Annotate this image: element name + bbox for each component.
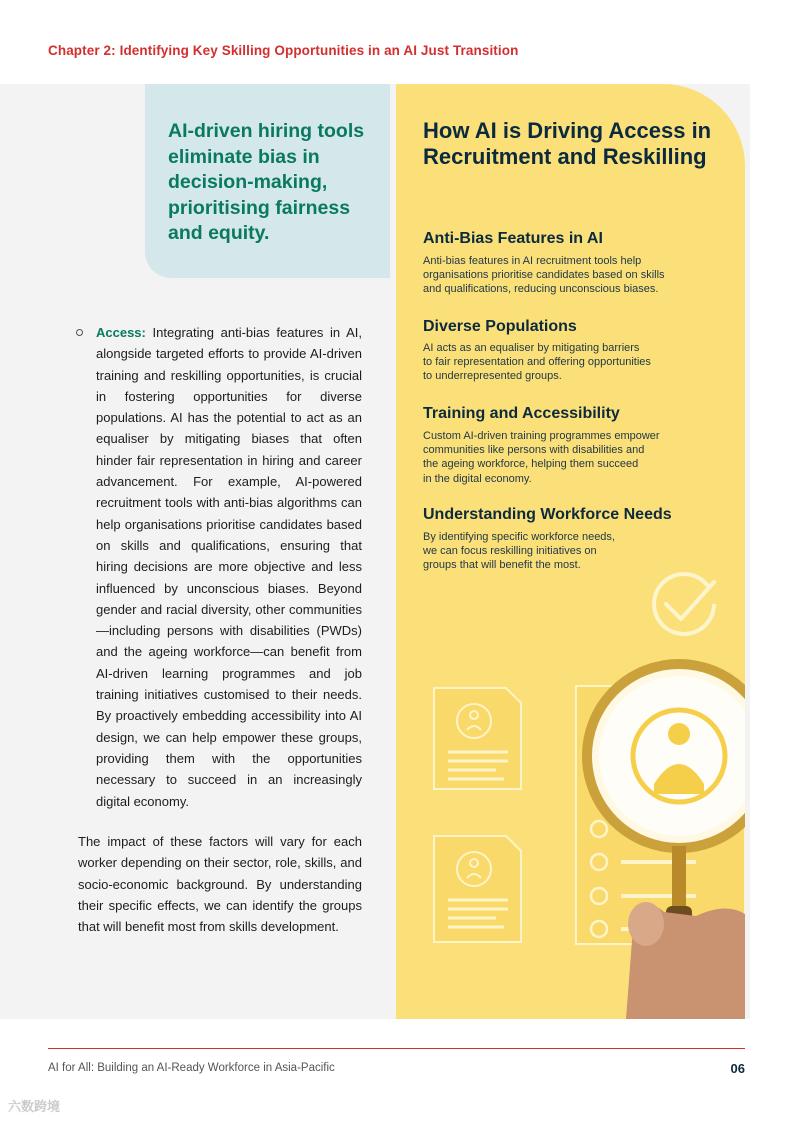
footer-title: AI for All: Building an AI-Ready Workforce in Asia-Pacific: [48, 1062, 335, 1074]
info-panel: [396, 84, 745, 1019]
recruitment-magnifier-illustration: [396, 84, 745, 1019]
chapter-header: Chapter 2: Identifying Key Skilling Opportunities in an AI Just Transition: [48, 43, 519, 58]
bullet-text: [96, 322, 362, 812]
bullet-body: Integrating anti-bias features in AI, alongside targeted efforts to provide AI-driven training and reskilling opportunities, is crucial in fostering opportunities for diverse populations. AI has the potential to act as an equaliser by mitigating biases that often hinder fair representation in hiring and career advancement. For example, AI-powered recruitment tools with anti-bias algorithms can help organisations prioritise candidates based on skills and qualifications, ensuring that hiring decisions are more objective and less influenced by unconscious biases. Beyond gender and racial diversity, other communities—including persons with disabilities (PWDs) and the ageing workforce—can benefit from AI-driven learning programmes and job training initiatives customised to their needs. By proactively embedding accessibility into AI design, we can help empower these groups, providing them with the opportunities necessary to succeed in an increasingly digital economy.: [96, 325, 362, 809]
section-heading-anti-bias: Anti-Bias Features in AI: [423, 230, 603, 247]
section-heading-diverse-populations: Diverse Populations: [423, 318, 577, 335]
panel-title: How AI is Driving Access in Recruitment and Reskilling: [423, 118, 712, 169]
section-body-anti-bias: Anti-bias features in AI recruitment tools help organisations prioritise candidates based on skills and qualifications, reducing unconscious biases.: [423, 255, 665, 296]
resume-card-icon: [434, 688, 521, 789]
section-body-training: Custom AI-driven training programmes empower communities like persons with disabilities and the ageing workforce, helping them succeed in the digital economy.: [423, 430, 660, 485]
hand-icon: [626, 902, 745, 1019]
pull-quote-text: AI-driven hiring tools eliminate bias in decision-making, prioritising fairness and equity.: [168, 120, 365, 244]
page-number: 06: [730, 1061, 745, 1076]
watermark-logo: 六数跨境: [8, 1099, 61, 1114]
section-body-workforce-needs: By identifying specific workforce needs, we can focus reskilling initiatives on groups that will benefit the most.: [423, 531, 615, 572]
section-heading-training: Training and Accessibility: [423, 405, 620, 422]
bullet-lead: Access:: [96, 325, 146, 340]
body-paragraph: The impact of these factors will vary for each worker depending on their sector, role, skills, and socio-economic background. By understanding their specific effects, we can identify the groups that will benefit most from skills development.: [78, 834, 362, 935]
resume-card-icon: [434, 836, 521, 942]
footer-divider: [48, 1048, 745, 1049]
section-heading-workforce-needs: Understanding Workforce Needs: [423, 506, 672, 523]
section-body-diverse-populations: AI acts as an equaliser by mitigating barriers to fair representation and offering opportunities to underrepresented groups.: [423, 342, 651, 383]
checkmark-circle-icon: [654, 574, 714, 634]
bullet-marker-icon: [76, 329, 83, 336]
